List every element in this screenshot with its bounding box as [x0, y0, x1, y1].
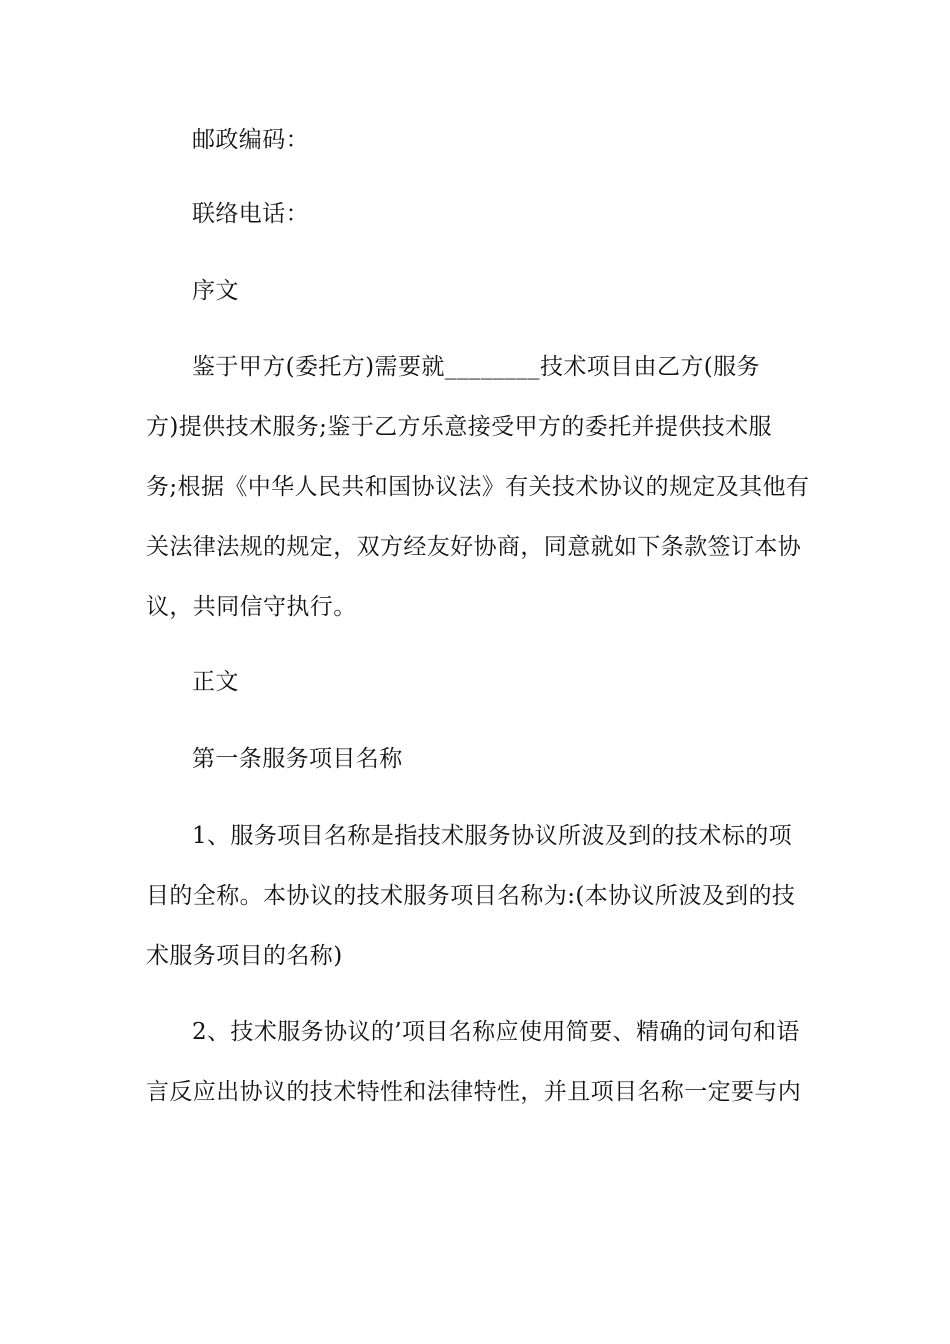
postal-code-label: 邮政编码： — [192, 127, 309, 153]
item-2-line: 2、技术服务协议的’项目名称应使用简要、精确的词句和语 — [192, 1019, 800, 1045]
item-1-line: 术服务项目的名称) — [146, 943, 343, 969]
item-2-line: 言反应出协议的技术特性和法律特性，并且项目名称一定要与内 — [146, 1079, 802, 1105]
preface-heading: 序文 — [192, 278, 239, 304]
article-1-heading: 第一条服务项目名称 — [192, 746, 403, 772]
preface-paragraph-line: 务;根据《中华人民共和国协议法》有关技术协议的规定及其他有 — [146, 474, 810, 500]
item-1-line: 目的全称。本协议的技术服务项目名称为:(本协议所波及到的技 — [146, 883, 796, 909]
preface-paragraph-line: 议，共同信守执行。 — [146, 594, 357, 620]
phone-label: 联络电话： — [192, 201, 309, 227]
preface-paragraph-line: 方)提供技术服务;鉴于乙方乐意接受甲方的委托并提供技术服 — [146, 414, 772, 440]
preface-paragraph-line: 鉴于甲方(委托方)需要就________技术项目由乙方(服务 — [192, 354, 760, 380]
preface-paragraph-line: 关法律法规的规定，双方经友好协商，同意就如下条款签订本协 — [146, 534, 802, 560]
item-1-line: 1、服务项目名称是指技术服务协议所波及到的技术标的项 — [192, 823, 793, 849]
body-heading: 正文 — [192, 669, 239, 695]
